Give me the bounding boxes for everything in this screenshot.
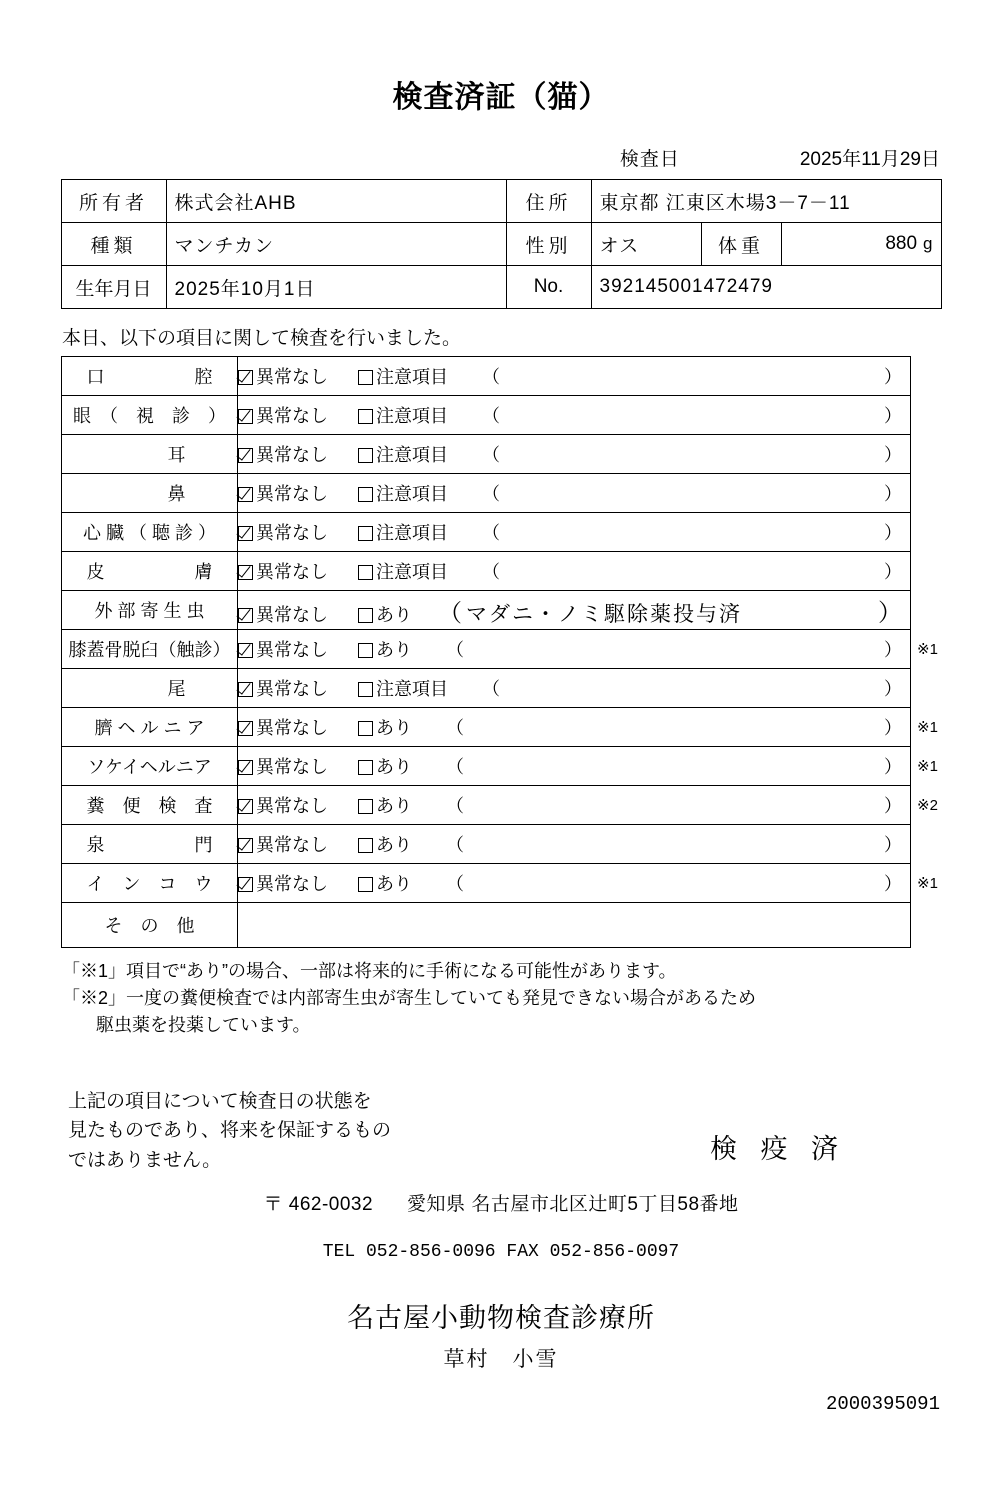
option-normal-label: 異常なし <box>256 718 328 738</box>
checkbox-secondary-icon[interactable] <box>358 838 373 853</box>
footnote-2: 「※2」一度の糞便検査では内部寄生虫が寄生していても発見できない場合があるため <box>62 988 757 1008</box>
clinic-zip: 〒 462-0032 <box>263 1194 374 1215</box>
option-normal[interactable] <box>238 601 328 627</box>
table-row <box>62 591 911 630</box>
breed-value: マンチカン <box>166 223 506 266</box>
option-normal[interactable] <box>238 714 328 740</box>
header-info-table <box>61 179 942 223</box>
disclaimer-text <box>68 1087 391 1175</box>
address-label: 住所 <box>506 180 591 223</box>
checkbox-normal-icon[interactable] <box>238 448 253 463</box>
option-normal-label: 異常なし <box>256 367 328 387</box>
exam-item-label: 口 腔 <box>62 357 238 396</box>
exam-item-label: ソケイヘルニア <box>62 747 238 786</box>
option-secondary[interactable] <box>358 402 448 428</box>
note-paren-close: ） <box>884 523 902 543</box>
note-paren-close: ） <box>884 406 902 426</box>
note-paren-open: （ <box>446 640 464 660</box>
option-normal-label: 異常なし <box>256 523 328 543</box>
exam-item-options <box>238 786 911 825</box>
footnote-2-cont: 駆虫薬を投薬しています。 <box>96 1015 311 1035</box>
table-row <box>62 630 911 669</box>
disclaimer-line-2: 見たものであり、将来を保証するもの <box>68 1120 392 1142</box>
checkbox-normal-icon[interactable] <box>238 838 253 853</box>
option-normal[interactable] <box>238 558 328 584</box>
table-row <box>61 266 941 309</box>
option-secondary-label: あり <box>376 640 412 660</box>
table-row <box>62 747 911 786</box>
clinic-phone: TEL 052-856-0096 FAX 052-856-0097 <box>322 1242 680 1262</box>
table-row <box>62 552 911 591</box>
disclaimer-block <box>0 1087 1002 1179</box>
examination-items-table <box>61 356 911 948</box>
clinic-name: 名古屋小動物検査診療所 <box>347 1303 655 1333</box>
option-normal[interactable] <box>238 870 328 896</box>
note-paren-open: （ <box>482 445 500 465</box>
note-paren-open: （ <box>446 835 464 855</box>
exam-item-marker: ※2 <box>917 797 938 814</box>
checkbox-secondary-icon[interactable] <box>358 409 373 424</box>
option-normal[interactable] <box>238 480 328 506</box>
option-normal[interactable] <box>238 519 328 545</box>
option-secondary-label: 注意項目 <box>376 445 448 465</box>
exam-item-label: 心 臓 （ 聴 診 ） <box>62 513 238 552</box>
option-normal[interactable] <box>238 363 328 389</box>
option-normal[interactable] <box>238 675 328 701</box>
checkbox-secondary-icon[interactable] <box>358 643 373 658</box>
table-row <box>62 513 911 552</box>
exam-item-options <box>238 747 911 786</box>
table-row <box>62 786 911 825</box>
exam-item-options <box>238 474 911 513</box>
option-secondary-label: 注意項目 <box>376 562 448 582</box>
exam-item-options <box>238 864 911 903</box>
exam-item-options <box>238 669 911 708</box>
sex-value: オス <box>591 223 701 266</box>
exam-item-label: イ ン コ ウ <box>62 864 238 903</box>
exam-item-marker: ※1 <box>917 641 938 658</box>
note-paren-close: ） <box>884 562 902 582</box>
option-normal-label: 異常なし <box>256 406 328 426</box>
option-secondary[interactable] <box>358 363 448 389</box>
footnote-1: 「※1」項目で“あり”の場合、一部は将来的に手術になる可能性があります。 <box>62 961 677 981</box>
note-paren-open: （ <box>482 562 500 582</box>
exam-item-options <box>238 591 911 630</box>
owner-value: 株式会社AHB <box>166 180 506 223</box>
veterinarian-name: 草村 小雪 <box>443 1348 559 1371</box>
sex-label: 性別 <box>506 223 591 266</box>
quarantine-stamp: 検 疫 済 <box>710 1134 847 1164</box>
option-normal[interactable] <box>238 441 328 467</box>
exam-item-options <box>238 396 911 435</box>
option-normal[interactable] <box>238 402 328 428</box>
intro-text: 本日、以下の項目に関して検査を行いました。 <box>62 328 462 349</box>
exam-item-label: 外 部 寄 生 虫 <box>62 591 238 630</box>
exam-item-label-other: そ の 他 <box>62 903 238 948</box>
table-row <box>61 223 941 266</box>
option-normal-label: 異常なし <box>256 796 328 816</box>
option-secondary-label: あり <box>376 757 412 777</box>
checkbox-secondary-icon[interactable] <box>358 526 373 541</box>
checkbox-secondary-icon[interactable] <box>358 721 373 736</box>
option-normal-label: 異常なし <box>256 562 328 582</box>
exam-date-label: 検査日 <box>619 149 680 170</box>
table-row <box>62 357 911 396</box>
weight-unit: g <box>923 234 933 253</box>
weight-label: 体重 <box>701 223 781 266</box>
note-paren-close: ） <box>884 796 902 816</box>
note-paren-close: ） <box>878 599 902 627</box>
table-row <box>62 474 911 513</box>
option-secondary[interactable] <box>358 636 412 662</box>
exam-item-marker: ※1 <box>917 758 938 775</box>
checkbox-normal-icon[interactable] <box>238 487 253 502</box>
clinic-address-text: 愛知県 名古屋市北区辻町5丁目58番地 <box>407 1194 739 1215</box>
address-value: 東京都 江東区木場3－7－11 <box>591 180 941 223</box>
exam-item-label: 皮 膚 <box>62 552 238 591</box>
exam-item-options <box>238 513 911 552</box>
exam-date-value: 2025年11月29日 <box>799 149 940 170</box>
checkbox-secondary-icon[interactable] <box>358 877 373 892</box>
note-paren-open: （ <box>482 406 500 426</box>
exam-item-label: 耳 <box>62 435 238 474</box>
option-secondary-label: あり <box>376 796 412 816</box>
option-secondary[interactable] <box>358 792 412 818</box>
checkbox-secondary-icon[interactable] <box>358 370 373 385</box>
checkbox-normal-icon[interactable] <box>238 799 253 814</box>
note-paren-close: ） <box>884 835 902 855</box>
table-row <box>62 396 911 435</box>
note-paren-close: ） <box>884 874 902 894</box>
header-detail-table <box>61 222 942 309</box>
note-paren-open: （ <box>438 599 462 627</box>
checkbox-secondary-icon[interactable] <box>358 565 373 580</box>
exam-item-marker: ※1 <box>917 875 938 892</box>
exam-item-label: 泉 門 <box>62 825 238 864</box>
exam-item-label: 膝蓋骨脱臼（触診） <box>62 630 238 669</box>
option-normal[interactable] <box>238 753 328 779</box>
checkbox-secondary-icon[interactable] <box>358 608 373 623</box>
note-paren-close: ） <box>884 367 902 387</box>
exam-item-options <box>238 630 911 669</box>
check-table-wrapper <box>61 356 941 948</box>
disclaimer-line-3: ではありません。 <box>68 1149 222 1171</box>
exam-item-label: 臍 ヘ ル ニ ア <box>62 708 238 747</box>
option-normal-label: 異常なし <box>256 679 328 699</box>
note-paren-close: ） <box>884 757 902 777</box>
checkbox-normal-icon[interactable] <box>238 370 253 385</box>
table-row <box>62 864 911 903</box>
option-secondary-label: あり <box>376 835 412 855</box>
checkbox-normal-icon[interactable] <box>238 526 253 541</box>
disclaimer-line-1: 上記の項目について検査日の状態を <box>68 1091 372 1112</box>
footnotes <box>62 958 1002 1039</box>
table-row <box>62 435 911 474</box>
checkbox-secondary-icon[interactable] <box>358 799 373 814</box>
table-row <box>62 903 911 948</box>
exam-item-label: 糞 便 検 査 <box>62 786 238 825</box>
option-secondary[interactable] <box>358 601 412 627</box>
checkbox-normal-icon[interactable] <box>238 682 253 697</box>
option-secondary-label: 注意項目 <box>376 406 448 426</box>
owner-label: 所有者 <box>61 180 166 223</box>
option-normal-label: 異常なし <box>256 640 328 660</box>
note-paren-open: （ <box>446 757 464 777</box>
option-secondary[interactable] <box>358 480 448 506</box>
note-paren-open: （ <box>482 367 500 387</box>
option-secondary-label: あり <box>376 874 412 894</box>
exam-item-label: 尾 <box>62 669 238 708</box>
note-paren-open: （ <box>446 874 464 894</box>
note-paren-open: （ <box>482 484 500 504</box>
checkbox-normal-icon[interactable] <box>238 760 253 775</box>
breed-label: 種類 <box>61 223 166 266</box>
weight-value: 880 <box>885 233 918 254</box>
exam-item-label: 眼 （ 視 診 ） <box>62 396 238 435</box>
note-paren-close: ） <box>884 445 902 465</box>
checkbox-normal-icon[interactable] <box>238 643 253 658</box>
note-paren-close: ） <box>884 718 902 738</box>
option-normal-label: 異常なし <box>256 604 328 625</box>
option-secondary-label: 注意項目 <box>376 367 448 387</box>
checkbox-normal-icon[interactable] <box>238 608 253 623</box>
table-row <box>62 669 911 708</box>
option-normal-label: 異常なし <box>256 835 328 855</box>
exam-item-note: マダニ・ノミ駆除薬投与済 <box>466 602 742 626</box>
table-row <box>62 825 911 864</box>
page-title: 検査済証（猫） <box>392 81 610 114</box>
option-normal-label: 異常なし <box>256 445 328 465</box>
option-secondary[interactable] <box>358 519 448 545</box>
option-secondary[interactable] <box>358 753 412 779</box>
option-secondary[interactable] <box>358 831 412 857</box>
birthdate-label: 生年月日 <box>61 266 166 309</box>
option-normal-label: 異常なし <box>256 484 328 504</box>
checkbox-normal-icon[interactable] <box>238 877 253 892</box>
note-paren-open: （ <box>482 679 500 699</box>
microchip-no-label: No. <box>506 266 591 309</box>
option-secondary[interactable] <box>358 441 448 467</box>
exam-item-options <box>238 435 911 474</box>
certificate-page <box>0 72 1002 1499</box>
option-secondary[interactable] <box>358 675 448 701</box>
table-row <box>62 708 911 747</box>
document-serial: 2000395091 <box>825 1393 940 1415</box>
checkbox-normal-icon[interactable] <box>238 721 253 736</box>
option-secondary[interactable] <box>358 870 412 896</box>
note-paren-open: （ <box>482 523 500 543</box>
exam-item-options <box>238 825 911 864</box>
option-normal-label: 異常なし <box>256 874 328 894</box>
option-secondary-label: 注意項目 <box>376 679 448 699</box>
table-row <box>61 180 941 223</box>
checkbox-secondary-icon[interactable] <box>358 682 373 697</box>
exam-item-options <box>238 708 911 747</box>
checkbox-secondary-icon[interactable] <box>358 448 373 463</box>
note-paren-close: ） <box>884 679 902 699</box>
note-paren-open: （ <box>446 718 464 738</box>
option-secondary-label: あり <box>376 718 412 738</box>
weight-cell <box>781 223 941 266</box>
birthdate-value: 2025年10月1日 <box>166 266 506 309</box>
exam-item-other-value[interactable] <box>238 903 911 948</box>
clinic-address <box>0 1189 1002 1216</box>
exam-item-options <box>238 357 911 396</box>
note-paren-open: （ <box>446 796 464 816</box>
option-secondary[interactable] <box>358 558 448 584</box>
checkbox-normal-icon[interactable] <box>238 565 253 580</box>
exam-item-options <box>238 552 911 591</box>
option-secondary-label: あり <box>376 604 412 625</box>
option-secondary-label: 注意項目 <box>376 484 448 504</box>
note-paren-close: ） <box>884 640 902 660</box>
option-secondary[interactable] <box>358 714 412 740</box>
checkbox-secondary-icon[interactable] <box>358 487 373 502</box>
option-secondary-label: 注意項目 <box>376 523 448 543</box>
option-normal-label: 異常なし <box>256 757 328 777</box>
option-normal[interactable] <box>238 636 328 662</box>
option-normal[interactable] <box>238 831 328 857</box>
microchip-no-value: 392145001472479 <box>591 266 941 309</box>
option-normal[interactable] <box>238 792 328 818</box>
checkbox-secondary-icon[interactable] <box>358 760 373 775</box>
note-paren-close: ） <box>884 484 902 504</box>
exam-item-marker: ※1 <box>917 719 938 736</box>
exam-item-label: 鼻 <box>62 474 238 513</box>
checkbox-normal-icon[interactable] <box>238 409 253 424</box>
exam-date-row <box>0 144 1002 171</box>
